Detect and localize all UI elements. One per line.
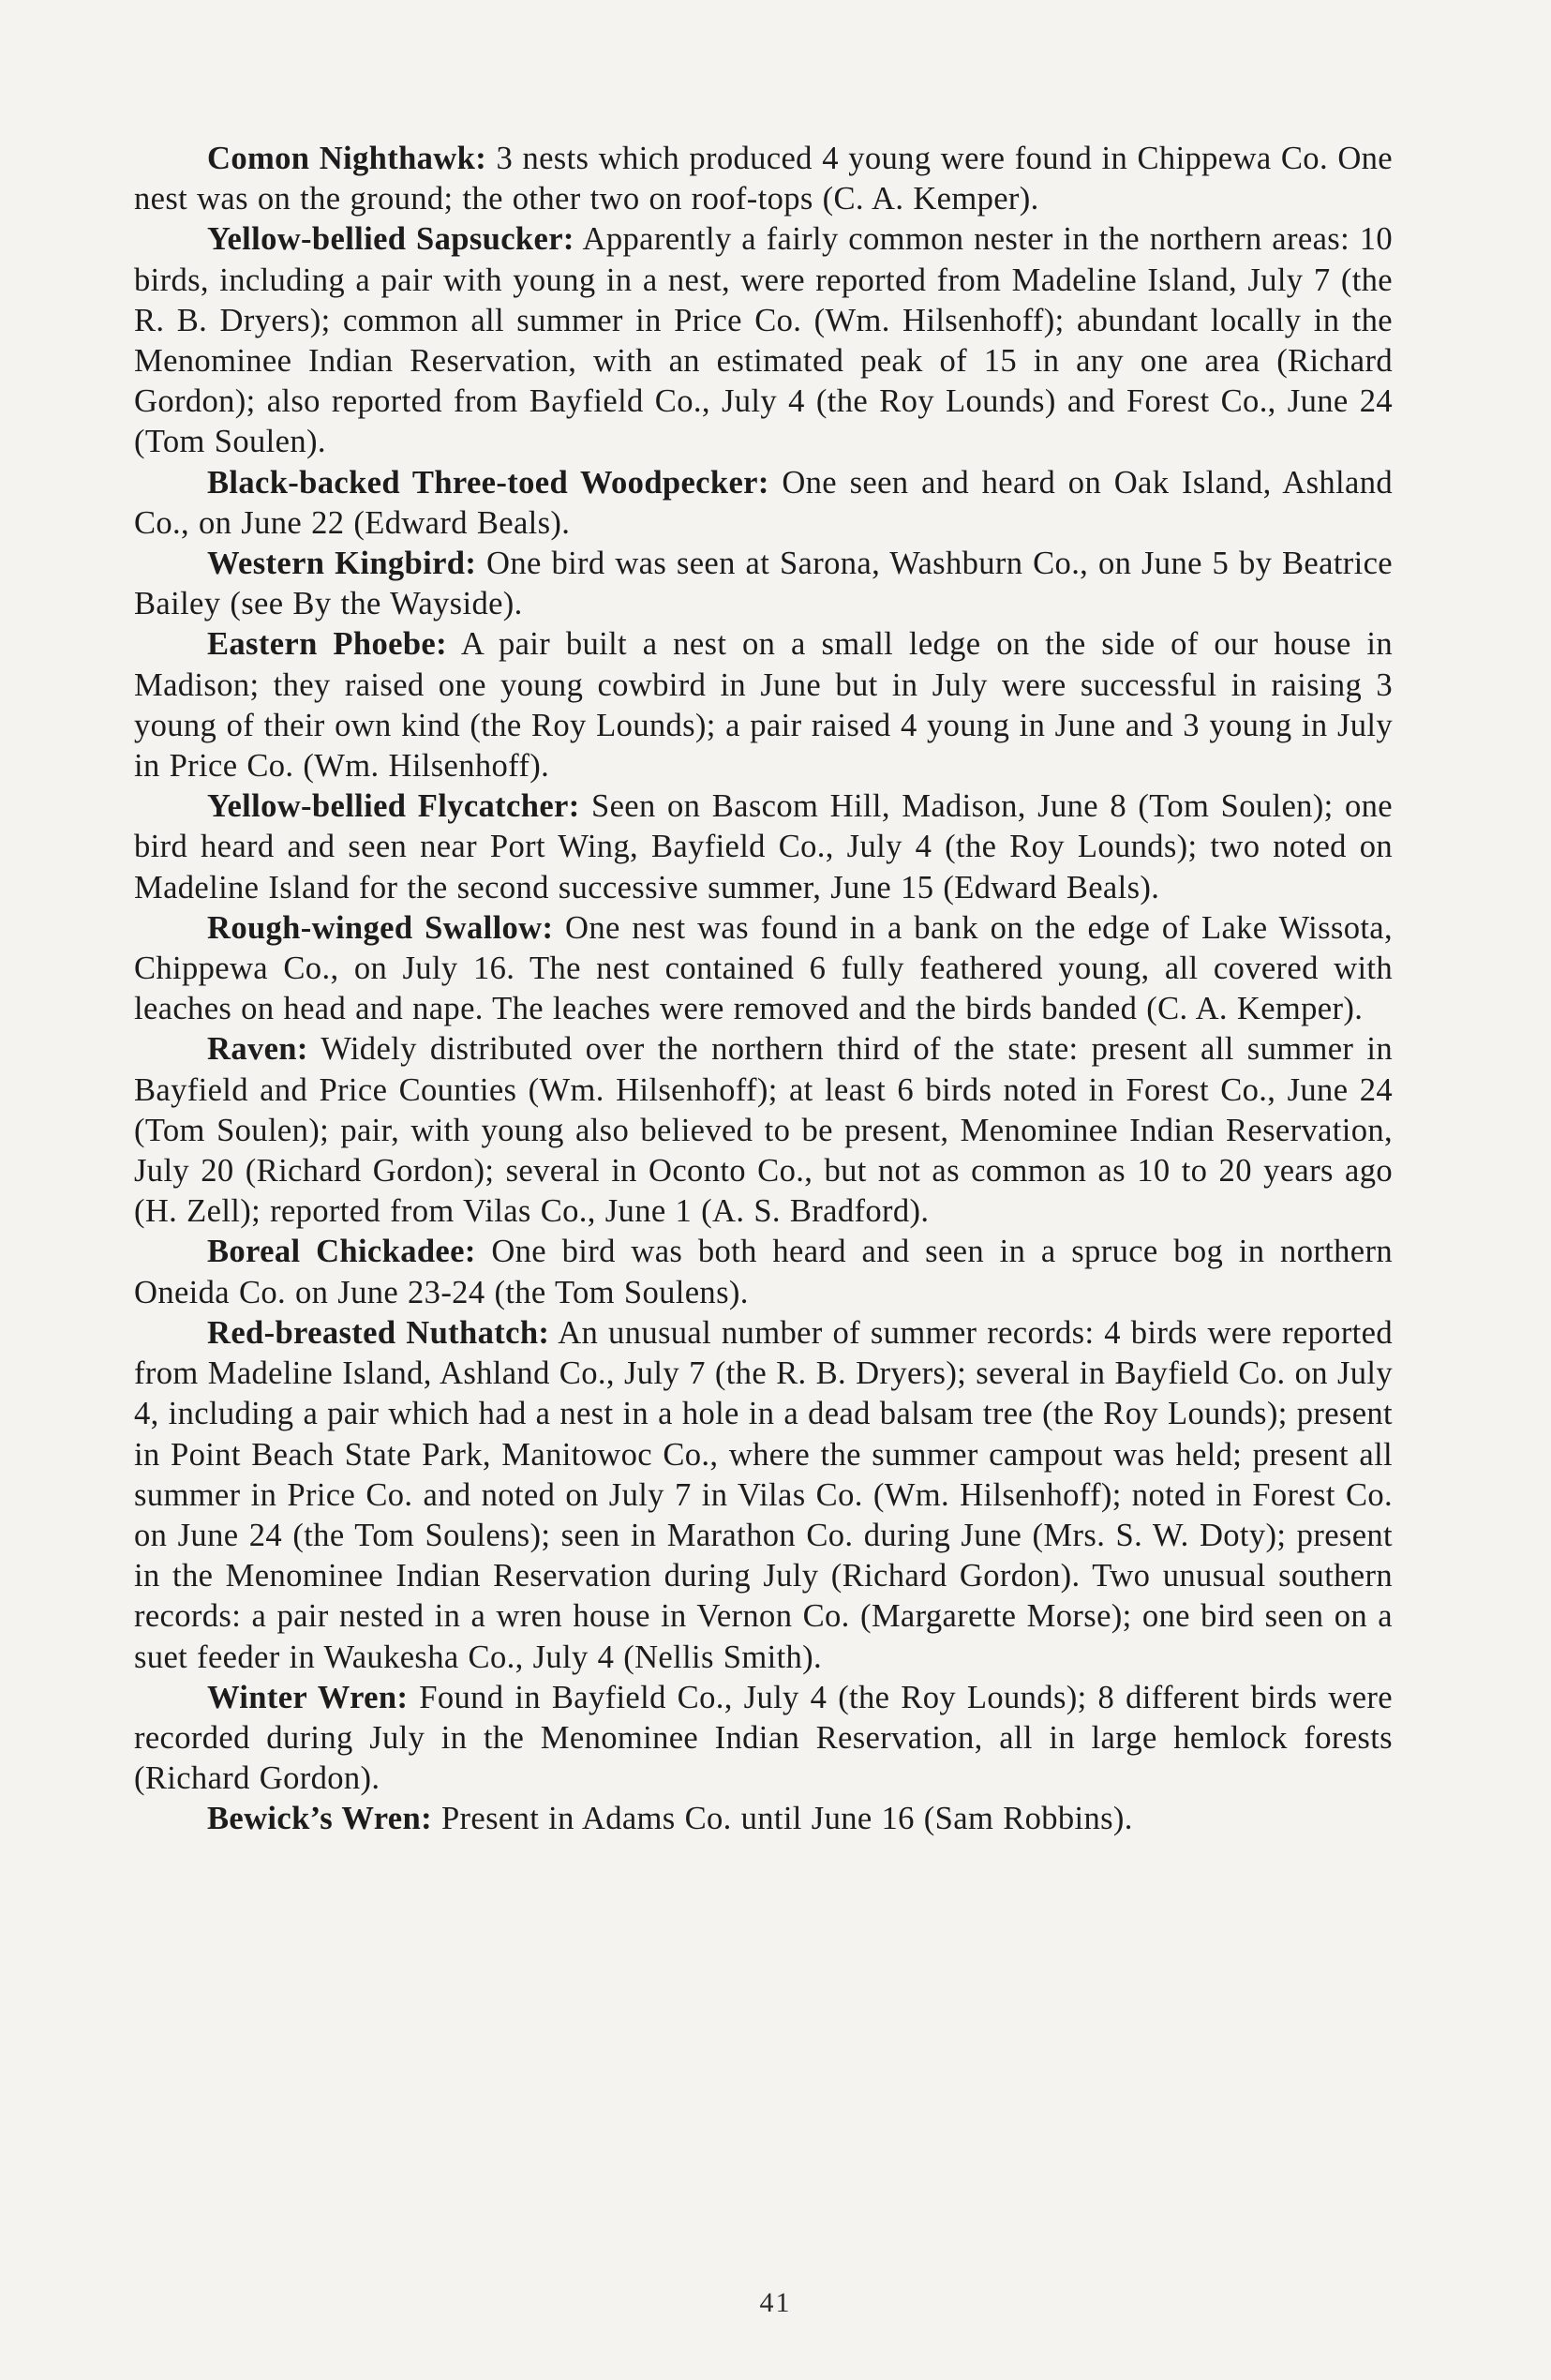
entry-winter-wren [134, 1678, 1393, 1800]
species-name: Raven: [207, 1031, 308, 1068]
species-name: Western Kingbird: [207, 546, 477, 582]
article-body [134, 139, 1393, 1840]
entry-common-nighthawk [134, 139, 1393, 219]
entry-western-kingbird [134, 544, 1393, 624]
species-name: Comon Nighthawk: [207, 141, 487, 176]
species-name: Eastern Phoebe: [207, 626, 447, 663]
entry-black-backed-three-toed-woodpecker [134, 463, 1393, 544]
species-name: Yellow-bellied Flycatcher: [207, 788, 580, 825]
species-name: Red-breasted Nuthatch: [207, 1314, 550, 1351]
entry-bewicks-wren [134, 1799, 1393, 1839]
entry-text: One seen and heard on Oak Island, Ashland Co., on June 22 (Edward Beals). [134, 464, 1393, 541]
species-name: Boreal Chickadee: [207, 1234, 476, 1270]
entry-text: 3 nests which produced 4 young were found in Chippewa Co. One nest was on the ground; the other two on roof-tops (C. A. Kemper). [134, 141, 1393, 217]
entry-text: One bird was both heard and seen in a spruce bog in northern Oneida Co. on June 23-24 (the Tom Soulens). [134, 1234, 1393, 1310]
entry-text: Present in Adams Co. until June 16 (Sam Robbins). [431, 1801, 1133, 1837]
species-name: Winter Wren: [207, 1679, 409, 1715]
page-number: 41 [759, 2287, 792, 2318]
species-name: Bewick’s Wren: [207, 1801, 432, 1837]
entry-yellow-bellied-flycatcher [134, 786, 1393, 908]
entry-yellow-bellied-sapsucker [134, 219, 1393, 462]
entry-boreal-chickadee [134, 1232, 1393, 1312]
entry-text: Seen on Bascom Hill, Madison, June 8 (Tom Soulen); one bird heard and seen near Port Wing, Bayfield Co., July 4 (the Roy Lounds); two noted on Madeline Island for the second successive summer, June 15 (Edward Beals). [134, 788, 1393, 906]
entry-text: A pair built a nest on a small ledge on the side of our house in Madison; they raised one young cowbird in June but in July were successful in raising 3 young of their own kind (the Roy Lounds); a pair raised 4 young in June and 3 young in July in Price Co. (Wm. Hilsenhoff). [134, 626, 1394, 785]
entry-text: Widely distributed over the northern third of the state: present all summer in Bayfield and Price Counties (Wm. Hilsenhoff); at least 6 birds noted in Forest Co., June 24 (Tom Soulen); pair, with young also believed to be present, Menominee Indian Reservation, July 20 (Richard Gordon); several in Oconto Co., but not as common as 10 to 20 years ago (H. Zell); reported from Vilas Co., June 1 (A. S. Bradford). [134, 1031, 1393, 1230]
entry-text: Found in Bayfield Co., July 4 (the Roy Lounds); 8 different birds were recorded during July in the Menominee Indian Reservation, all in large hemlock forests (Richard Gordon). [134, 1679, 1393, 1797]
entry-rough-winged-swallow [134, 908, 1393, 1030]
species-name: Yellow-bellied Sapsucker: [207, 221, 574, 258]
entry-text: Apparently a fairly common nester in the northern areas: 10 birds, including a pair with young in a nest, were reported from Madeline Island, July 7 (the R. B. Dryers); common all summer in Price Co. (Wm. Hilsenhoff); abundant locally in the Menominee Indian Reservation, with an estimated peak of 15 in any one area (Richard Gordon); also reported from Bayfield Co., July 4 (the Roy Lounds) and Forest Co., June 24 (Tom Soulen). [134, 221, 1393, 460]
species-name: Rough-winged Swallow: [207, 909, 554, 946]
entry-eastern-phoebe [134, 624, 1393, 786]
entry-text: One nest was found in a bank on the edge of Lake Wissota, Chippewa Co., on July 16. The nest contained 6 fully feathered young, all covered with leaches on head and nape. The leaches were removed and the birds banded (C. A. Kemper). [134, 909, 1393, 1027]
entry-text: An unusual number of summer records: 4 birds were reported from Madeline Island, Ashland Co., July 7 (the R. B. Dryers); several in Bayfield Co. on July 4, including a pair which had a nest in a hole in a dead balsam tree (the Roy Lounds); present in Point Beach State Park, Manitowoc Co., where the summer campout was held; present all summer in Price Co. and noted on July 7 in Vilas Co. (Wm. Hilsenhoff); noted in Forest Co. on June 24 (the Tom Soulens); seen in Marathon Co. during June (Mrs. S. W. Doty); present in the Menominee Indian Reservation during July (Richard Gordon). Two unusual southern records: a pair nested in a wren house in Vernon Co. (Margarette Morse); one bird seen on a suet feeder in Waukesha Co., July 4 (Nellis Smith). [134, 1314, 1393, 1675]
species-name: Black-backed Three-toed Woodpecker: [207, 464, 769, 501]
entry-raven [134, 1029, 1393, 1232]
entry-text: One bird was seen at Sarona, Washburn Co., on June 5 by Beatrice Bailey (see By the Wayside). [134, 546, 1393, 622]
entry-red-breasted-nuthatch [134, 1313, 1393, 1678]
